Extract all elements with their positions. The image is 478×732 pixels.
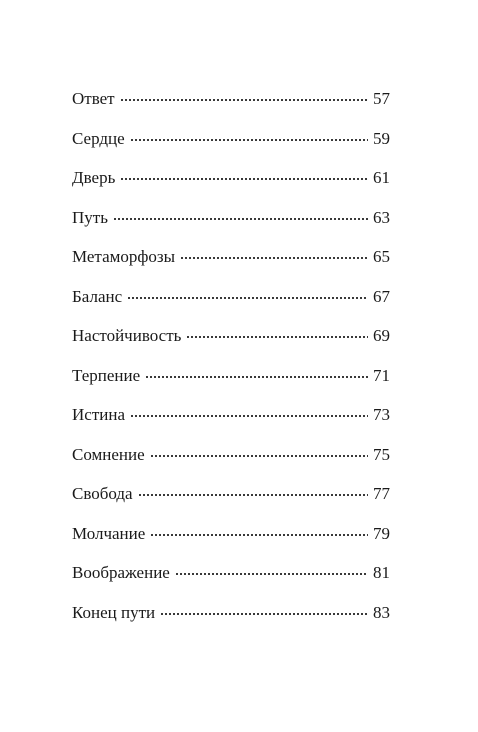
toc-entry[interactable] [72, 321, 390, 361]
toc-entry-title: Сомнение [72, 444, 145, 464]
dot-leader [150, 448, 368, 460]
toc-entry-page-number: 79 [373, 523, 390, 543]
toc-entry-page-number: 59 [373, 128, 390, 148]
toc-entry[interactable] [72, 282, 390, 322]
dot-leader [138, 487, 368, 499]
dot-leader [180, 250, 368, 262]
toc-entry-page-number: 77 [373, 484, 390, 503]
toc-entry[interactable] [72, 361, 390, 401]
toc-entry-title: Дверь [72, 168, 116, 187]
dot-leader [120, 171, 368, 183]
toc-entry-page-number: 71 [373, 365, 390, 385]
toc-entry-page-number: 63 [373, 207, 390, 227]
toc-entry-title: Воображение [72, 563, 170, 582]
dot-leader [120, 92, 368, 104]
toc-entry[interactable] [72, 124, 390, 164]
toc-entry-title: Терпение [72, 365, 141, 385]
toc-entry-page-number: 57 [373, 89, 390, 108]
toc-entry-title: Путь [72, 207, 108, 227]
dot-leader [130, 408, 368, 420]
toc-entry-title: Метаморфозы [72, 247, 176, 266]
toc-entry-title: Свобода [72, 484, 133, 503]
toc-entry[interactable] [72, 203, 390, 243]
toc-entry[interactable] [72, 440, 390, 480]
dot-leader [150, 527, 368, 539]
toc-entry-page-number: 69 [373, 326, 390, 345]
toc-entry[interactable] [72, 84, 390, 124]
toc-entry-page-number: 65 [373, 247, 390, 266]
toc-entry-title: Сердце [72, 128, 125, 148]
toc-entry-title: Настойчивость [72, 326, 182, 345]
toc-entry-title: Баланс [72, 286, 123, 306]
dot-leader [186, 329, 368, 341]
dot-leader [160, 606, 368, 618]
toc-entry-page-number: 83 [373, 602, 390, 622]
toc-entry[interactable] [72, 242, 390, 282]
toc-entry-title: Конец пути [72, 602, 156, 622]
toc-entry[interactable] [72, 598, 390, 638]
toc-entry-page-number: 67 [373, 286, 390, 306]
toc-entry-title: Истина [72, 405, 125, 424]
toc-entry[interactable] [72, 558, 390, 598]
toc-entry-title: Молчание [72, 523, 146, 543]
toc-entry-page-number: 75 [373, 444, 390, 464]
toc-entry-page-number: 61 [373, 168, 390, 187]
toc-entry-page-number: 73 [373, 405, 390, 424]
toc-entry-page-number: 81 [373, 563, 390, 582]
table-of-contents [72, 84, 390, 637]
toc-entry[interactable] [72, 479, 390, 519]
dot-leader [175, 566, 368, 578]
dot-leader [113, 211, 368, 223]
toc-entry[interactable] [72, 519, 390, 559]
toc-entry[interactable] [72, 400, 390, 440]
toc-entry-title: Ответ [72, 89, 115, 108]
dot-leader [127, 290, 368, 302]
dot-leader [145, 369, 368, 381]
dot-leader [130, 132, 368, 144]
toc-entry[interactable] [72, 163, 390, 203]
